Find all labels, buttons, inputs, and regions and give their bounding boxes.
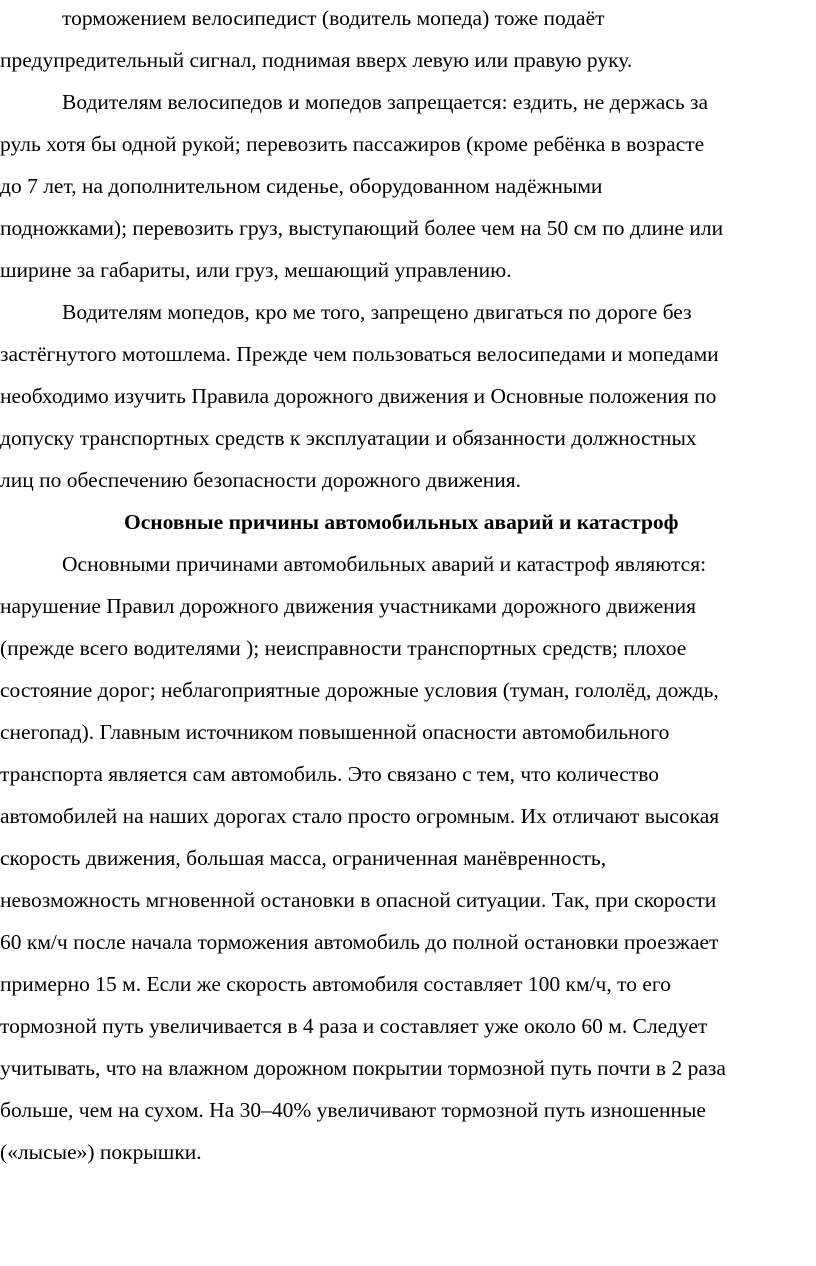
text-line: Водителям мопедов, кро ме того, запрещено двигаться по дороге без [62, 300, 692, 324]
text-line: допуску транспортных средств к эксплуатации и обязанности должностных [0, 426, 697, 450]
text-line: скорость движения, большая масса, ограниченная манёвренность, [0, 846, 607, 870]
text-line: примерно 15 м. Если же скорость автомобиля составляет 100 км/ч, то его [0, 972, 671, 996]
text-line: ширине за габариты, или груз, мешающий управлению. [0, 258, 512, 282]
text-line: необходимо изучить Правила дорожного движения и Основные положения по [0, 384, 717, 408]
text-line: учитывать, что на влажном дорожном покрытии тормозной путь почти в 2 раза [0, 1056, 726, 1080]
text-line: невозможность мгновенной остановки в опасной ситуации. Так, при скорости [0, 888, 717, 912]
text-line: торможением велосипедист (водитель мопеда) тоже подаёт [62, 6, 605, 30]
section-heading: Основные причины автомобильных аварий и катастроф [124, 510, 679, 534]
text-line: Основными причинами автомобильных аварий и катастроф являются: [62, 552, 707, 576]
text-line: руль хотя бы одной рукой; перевозить пассажиров (кроме ребёнка в возрасте [0, 132, 705, 156]
text-line: транспорта является сам автомобиль. Это связано с тем, что количество [0, 762, 660, 786]
text-line: снегопад). Главным источником повышенной опасности автомобильного [0, 720, 670, 744]
text-line: Водителям велосипедов и мопедов запрещается: ездить, не держась за [62, 90, 709, 114]
text-line: тормозной путь увеличивается в 4 раза и составляет уже около 60 м. Следует [0, 1014, 708, 1038]
text-line: больше, чем на сухом. На 30–40% увеличивают тормозной путь изношенные [0, 1098, 706, 1122]
text-line: состояние дорог; неблагоприятные дорожные условия (туман, гололёд, дождь, [0, 678, 719, 702]
text-line: до 7 лет, на дополнительном сиденье, оборудованном надёжными [0, 174, 603, 198]
text-line: застёгнутого мотошлема. Прежде чем пользоваться велосипедами и мопедами [0, 342, 719, 366]
text-line: лиц по обеспечению безопасности дорожного движения. [0, 468, 522, 492]
text-line: предупредительный сигнал, поднимая вверх левую или правую руку. [0, 48, 633, 72]
text-line: 60 км/ч после начала торможения автомобиль до полной остановки проезжает [0, 930, 719, 954]
text-line: нарушение Правил дорожного движения участниками дорожного движения [0, 594, 697, 618]
text-line: автомобилей на наших дорогах стало просто огромным. Их отличают высокая [0, 804, 720, 828]
text-line: («лысые») покрышки. [0, 1140, 202, 1164]
text-line: (прежде всего водителями ); неисправности транспортных средств; плохое [0, 636, 687, 660]
text-line: подножками); перевозить груз, выступающий более чем на 50 см по длине или [0, 216, 724, 240]
